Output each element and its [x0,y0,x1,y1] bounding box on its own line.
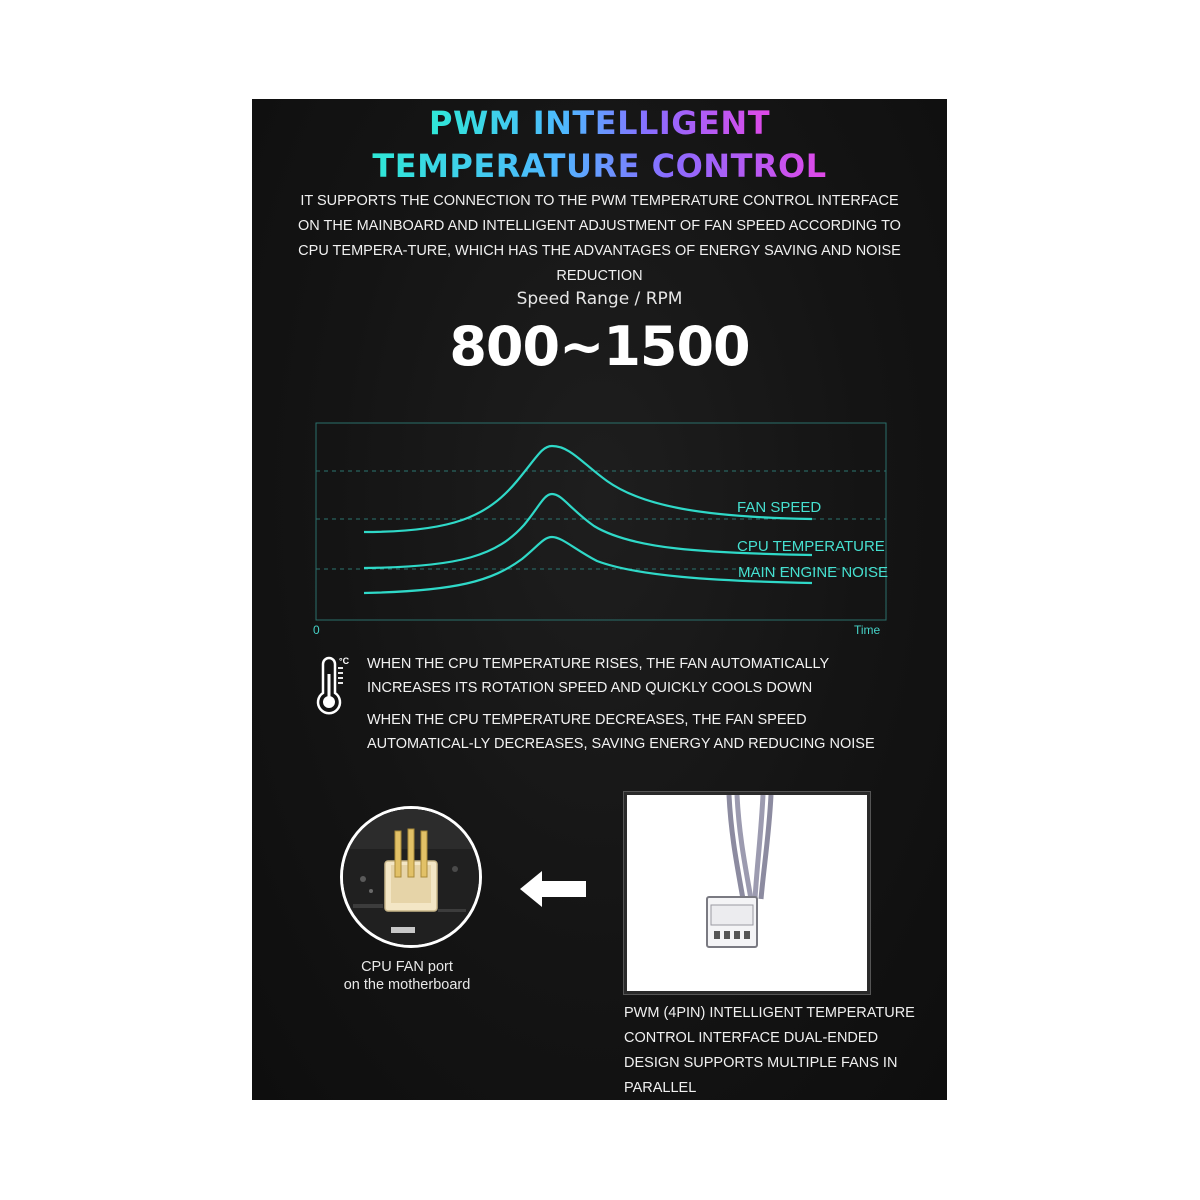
speed-curve-chart [312,421,892,639]
speed-range-value: 800~1500 [449,315,750,378]
pwm-interface-caption: PWM (4PIN) INTELLIGENT TEMPERATURE CONTROL INTERFACE DUAL-ENDED DESIGN SUPPORTS MULTIPLE FANS IN PARALLEL [624,1005,915,1096]
series-label-cpu-temperature: CPU TEMPERATURE [737,538,885,555]
title-line-1: PWM INTELLIGENT [428,104,771,142]
note-temperature-rises: WHEN THE CPU TEMPERATURE RISES, THE FAN AUTOMATICALLY INCREASES ITS ROTATION SPEED AND QUICKLY COOLS DOWN [367,656,829,696]
x-axis-label: Time [854,623,881,637]
port-caption-line-2: on the motherboard [343,977,471,993]
product-panel [252,99,947,1100]
cpu-fan-port-image [340,806,482,948]
speed-range-label: Speed Range / RPM [516,289,683,309]
pwm-connector-image [624,792,870,994]
series-label-fan-speed: FAN SPEED [737,499,822,516]
arrow-left-icon [518,869,588,909]
intro-text: IT SUPPORTS THE CONNECTION TO THE PWM TEMPERATURE CONTROL INTERFACE ON THE MAINBOARD AND INTELLIGENT ADJUSTMENT OF FAN SPEED ACCORDING TO CPU TEMPERA-TURE, WHICH HAS THE ADVANTAGES OF ENERGY SAVING AND NOISE REDUCTION [298,193,901,284]
x-origin-label: 0 [313,623,320,637]
thermometer-unit: °C [339,656,350,666]
thermometer-icon [312,656,356,720]
note-temperature-decreases: WHEN THE CPU TEMPERATURE DECREASES, THE FAN SPEED AUTOMATICAL-LY DECREASES, SAVING ENERGY AND REDUCING NOISE [367,712,875,752]
series-label-main-engine-noise: MAIN ENGINE NOISE [738,564,889,581]
cpu-fan-port-caption [312,958,502,994]
title-line-2: TEMPERATURE CONTROL [372,147,827,185]
port-caption-line-1: CPU FAN port [361,959,453,975]
